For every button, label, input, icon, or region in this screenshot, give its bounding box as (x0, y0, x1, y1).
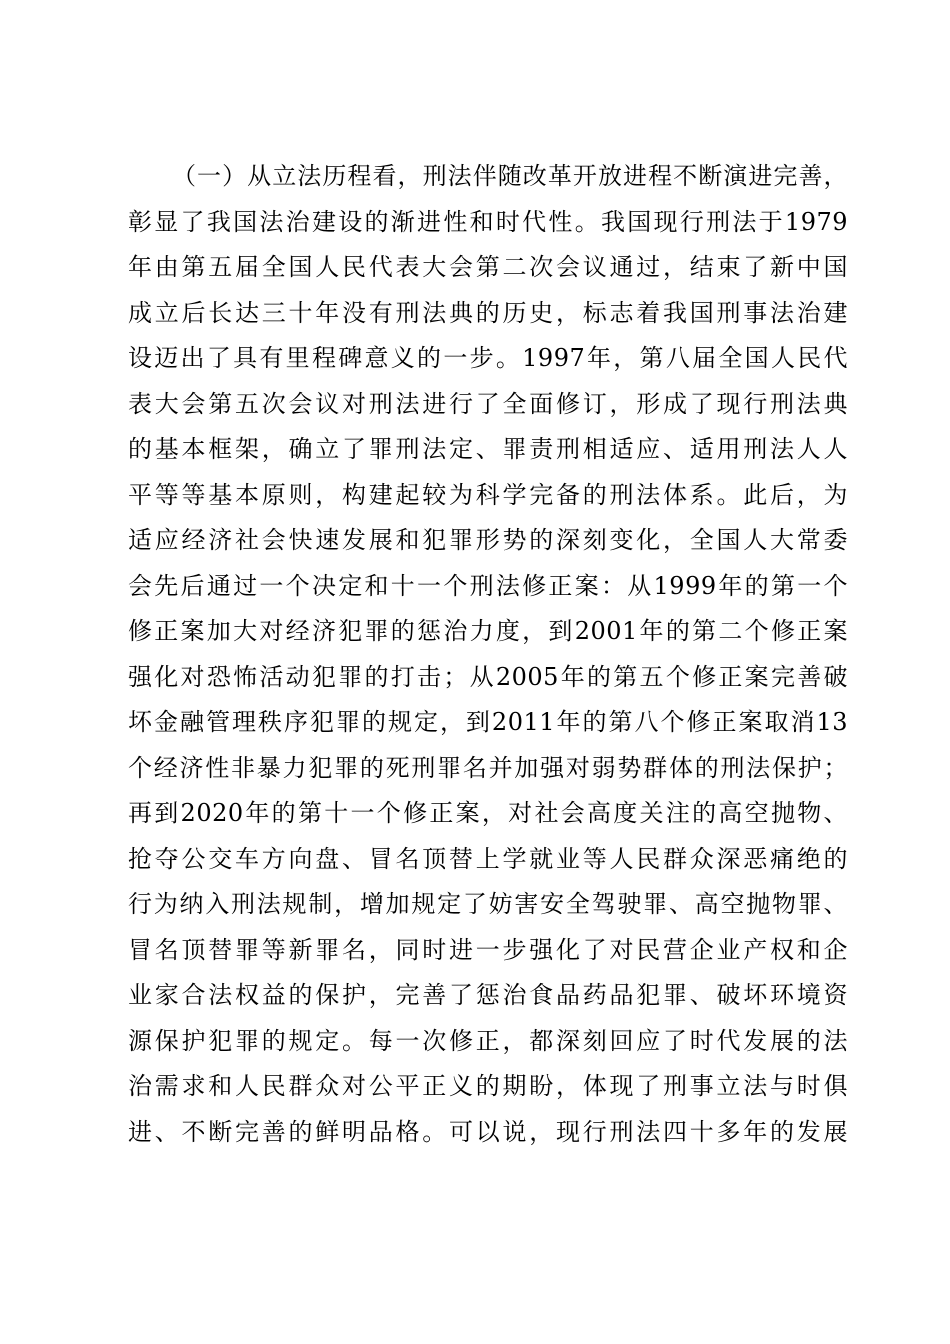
paragraph-line: 治需求和人民群众对公平正义的期盼，体现了刑事立法与时俱 (128, 1072, 848, 1100)
paragraph-line: 强化对恐怖活动犯罪的打击；从2005年的第五个修正案完善破 (128, 662, 848, 691)
paragraph-line: 抢夺公交车方向盘、冒名顶替上学就业等人民群众深恶痛绝的 (128, 844, 848, 873)
paragraph-line: 的基本框架，确立了罪刑法定、罪责刑相适应、适用刑法人人 (128, 435, 848, 463)
paragraph-line: 个经济性非暴力犯罪的死刑罪名并加强对弱势群体的刑法保护； (128, 753, 848, 782)
paragraph-line: 成立后长达三十年没有刑法典的历史，标志着我国刑事法治建 (128, 298, 848, 327)
paragraph-line: 年由第五届全国人民代表大会第二次会议通过，结束了新中国 (128, 253, 848, 281)
paragraph-line: 业家合法权益的保护，完善了惩治食品药品犯罪、破坏环境资 (128, 981, 848, 1009)
paragraph-line: 源保护犯罪的规定。每一次修正，都深刻回应了时代发展的法 (128, 1026, 848, 1055)
paragraph-line: 再到2020年的第十一个修正案，对社会高度关注的高空抛物、 (128, 799, 848, 827)
paragraph-line: 冒名顶替罪等新罪名，同时进一步强化了对民营企业产权和企 (128, 935, 848, 964)
paragraph-line: 进、不断完善的鲜明品格。可以说，现行刑法四十多年的发展 (128, 1117, 848, 1146)
paragraph-line: 平等等基本原则，构建起较为科学完备的刑法体系。此后，为 (128, 480, 848, 509)
paragraph-line: 设迈出了具有里程碑意义的一步。1997年，第八届全国人民代 (128, 344, 848, 372)
paragraph-line: 行为纳入刑法规制，增加规定了妨害安全驾驶罪、高空抛物罪、 (128, 890, 848, 918)
paragraph-line: 坏金融管理秩序犯罪的规定，到2011年的第八个修正案取消13 (128, 708, 848, 736)
paragraph-line: 彰显了我国法治建设的渐进性和时代性。我国现行刑法于1979 (128, 207, 848, 236)
paragraph-line: 会先后通过一个决定和十一个刑法修正案：从1999年的第一个 (128, 571, 848, 600)
body-paragraph (128, 154, 848, 1155)
paragraph-line: 修正案加大对经济犯罪的惩治力度，到2001年的第二个修正案 (128, 617, 848, 645)
paragraph-line: 适应经济社会快速发展和犯罪形势的深刻变化，全国人大常委 (128, 526, 848, 554)
paragraph-line: （一）从立法历程看，刑法伴随改革开放进程不断演进完善， (172, 162, 848, 190)
paragraph-line: 表大会第五次会议对刑法进行了全面修订，形成了现行刑法典 (128, 389, 848, 418)
